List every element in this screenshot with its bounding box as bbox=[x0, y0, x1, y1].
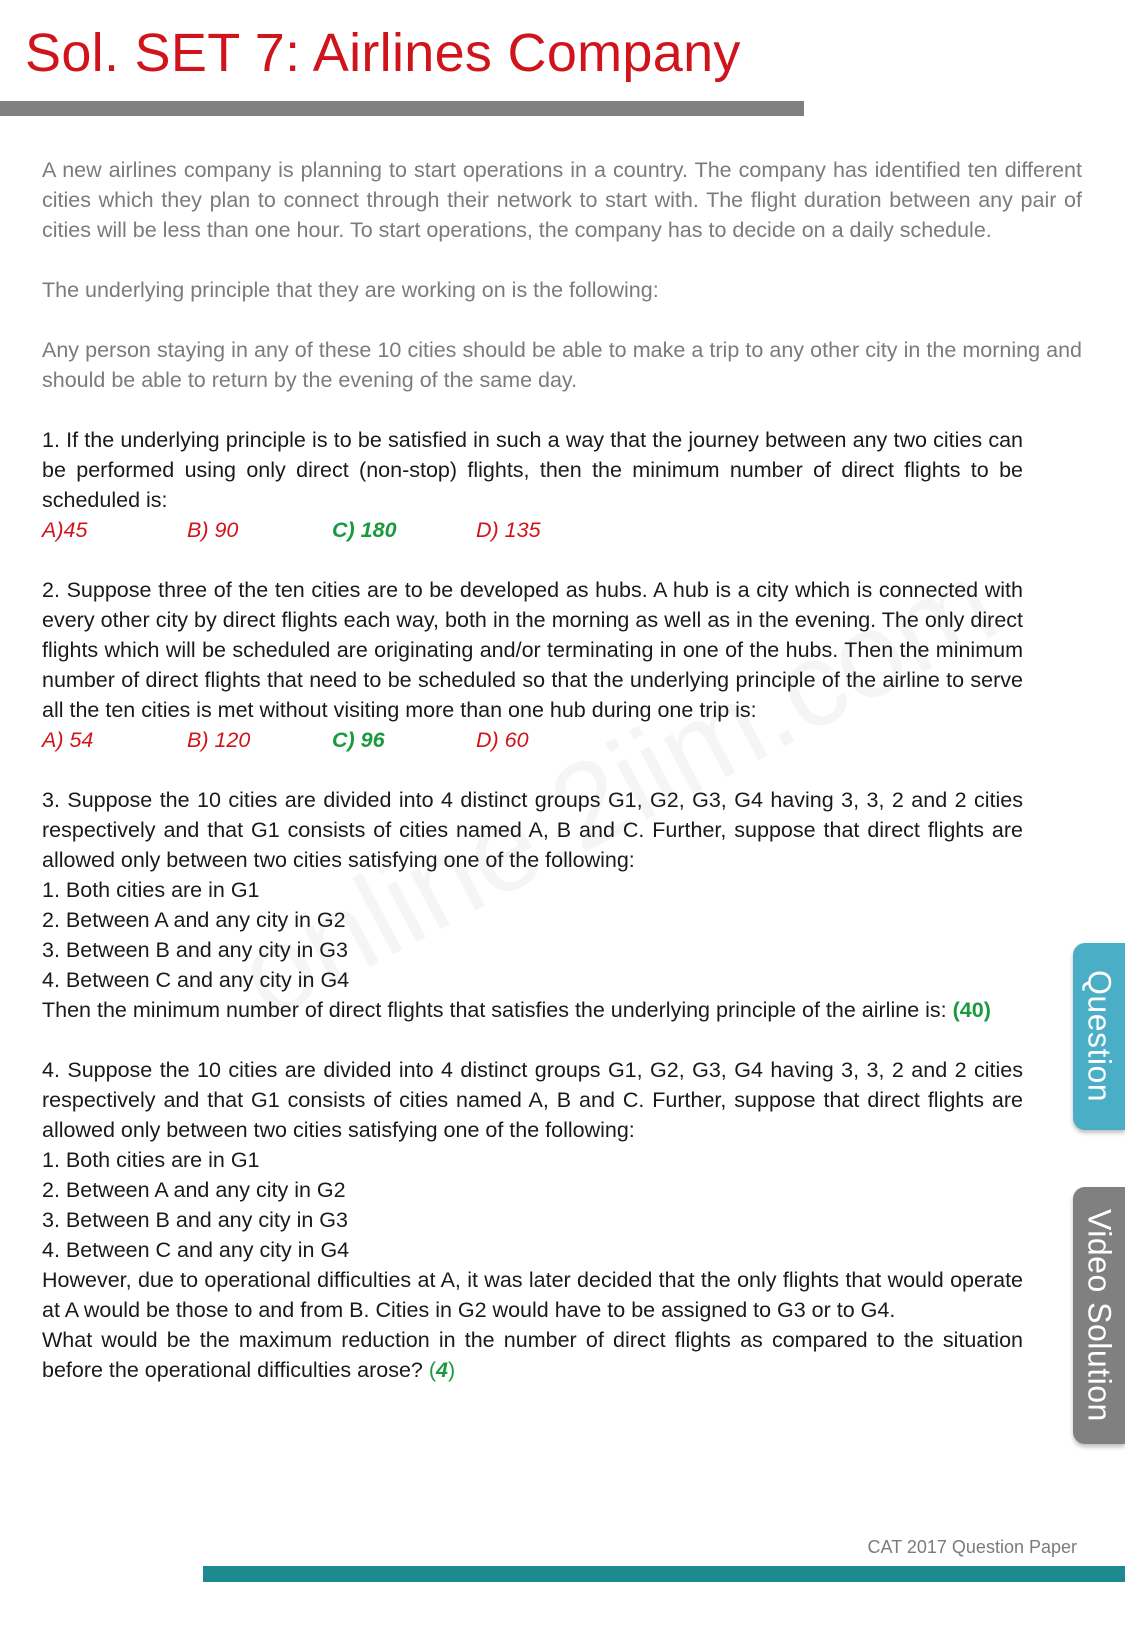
intro-paragraph: Any person staying in any of these 10 cities should be able to make a trip to any other city in the morning and should be able to return by the evening of the same day. bbox=[42, 338, 1082, 392]
question-text: 4. Suppose the 10 cities are divided into 4 distinct groups G1, G2, G3, G4 having 3, 3, 2 and 2 cities respectively and that G1 consists of cities named A, B and C. Further, suppose that direct flights are allowed only between two cities satisfying one of the following: bbox=[42, 1058, 1023, 1142]
intro-paragraph: A new airlines company is planning to start operations in a country. The company has identified ten different cities which they plan to connect through their network to start with. The flight duration between any pair of cities will be less than one hour. To start operations, the company has to decide on a daily schedule. bbox=[42, 158, 1082, 242]
condition: 2. Between A and any city in G2 bbox=[42, 1178, 346, 1202]
option-c: C) 180 bbox=[332, 518, 397, 542]
content bbox=[42, 155, 1082, 1415]
answer-close: ) bbox=[448, 1358, 456, 1382]
question-1 bbox=[42, 425, 1023, 545]
answer-open: ( bbox=[428, 1358, 437, 1382]
option-d: D) 135 bbox=[476, 518, 541, 542]
option-b: B) 120 bbox=[187, 728, 251, 752]
condition: 3. Between B and any city in G3 bbox=[42, 1208, 348, 1232]
intro-paragraph: The underlying principle that they are working on is the following: bbox=[42, 278, 659, 302]
footer-text: CAT 2017 Question Paper bbox=[867, 1537, 1077, 1557]
video-solution-tab[interactable] bbox=[1073, 1187, 1125, 1444]
question-text: 1. If the underlying principle is to be satisfied in such a way that the journey between any two cities can be performed using only direct (non-stop) flights, then the minimum number of direct flights to be scheduled is: bbox=[42, 428, 1023, 512]
question-ending bbox=[42, 995, 1023, 1025]
condition: 1. Both cities are in G1 bbox=[42, 1148, 260, 1172]
page-title: Sol. SET 7: Airlines Company bbox=[25, 23, 741, 83]
question-4 bbox=[42, 1055, 1023, 1385]
question-however: However, due to operational difficulties at A, it was later decided that the only flights that would operate at A would be those to and from B. Cities in G2 would have to be assigned to G3 or to G4. bbox=[42, 1268, 1023, 1322]
question-ending-text: Then the minimum number of direct flights that satisfies the underlying principle of the airline is: bbox=[42, 998, 947, 1022]
question-3 bbox=[42, 785, 1023, 1025]
title-underline bbox=[0, 101, 804, 116]
intro bbox=[42, 155, 1082, 395]
condition: 3. Between B and any city in G3 bbox=[42, 938, 348, 962]
condition: 4. Between C and any city in G4 bbox=[42, 1238, 350, 1262]
option-c: C) 96 bbox=[332, 728, 385, 752]
footer-bar bbox=[203, 1566, 1125, 1582]
option-a: A) 54 bbox=[42, 728, 94, 752]
answer: (40) bbox=[952, 998, 991, 1022]
option-d: D) 60 bbox=[476, 728, 529, 752]
question-ending bbox=[42, 1325, 1023, 1385]
video-solution-tab-label: Video Solution bbox=[1081, 1209, 1118, 1422]
answer: 4 bbox=[436, 1358, 449, 1382]
question-2 bbox=[42, 575, 1023, 755]
condition: 4. Between C and any city in G4 bbox=[42, 968, 350, 992]
condition: 2. Between A and any city in G2 bbox=[42, 908, 346, 932]
question-text: 2. Suppose three of the ten cities are to be developed as hubs. A hub is a city which is connected with every other city by direct flights each way, both in the morning as well as in the evening. The only direct flights which will be scheduled are originating and/or terminating in one of the hubs. Then the minimum number of direct flights that need to be scheduled so that the underlying principle of the airline to serve all the ten cities is met without visiting more than one hub during one trip is: bbox=[42, 578, 1023, 722]
answer-options bbox=[42, 725, 1023, 755]
answer-options bbox=[42, 515, 1023, 545]
question-tab-label: Question bbox=[1081, 970, 1118, 1103]
condition: 1. Both cities are in G1 bbox=[42, 878, 260, 902]
option-a: A)45 bbox=[42, 518, 88, 542]
question-tab[interactable] bbox=[1073, 943, 1125, 1130]
question-text: 3. Suppose the 10 cities are divided into 4 distinct groups G1, G2, G3, G4 having 3, 3, 2 and 2 cities respectively and that G1 consists of cities named A, B and C. Further, suppose that direct flights are allowed only between two cities satisfying one of the following: bbox=[42, 788, 1023, 872]
option-b: B) 90 bbox=[187, 518, 239, 542]
question-ending-text: What would be the maximum reduction in the number of direct flights as compared to the situation before the operational difficulties arose? bbox=[42, 1328, 1023, 1382]
